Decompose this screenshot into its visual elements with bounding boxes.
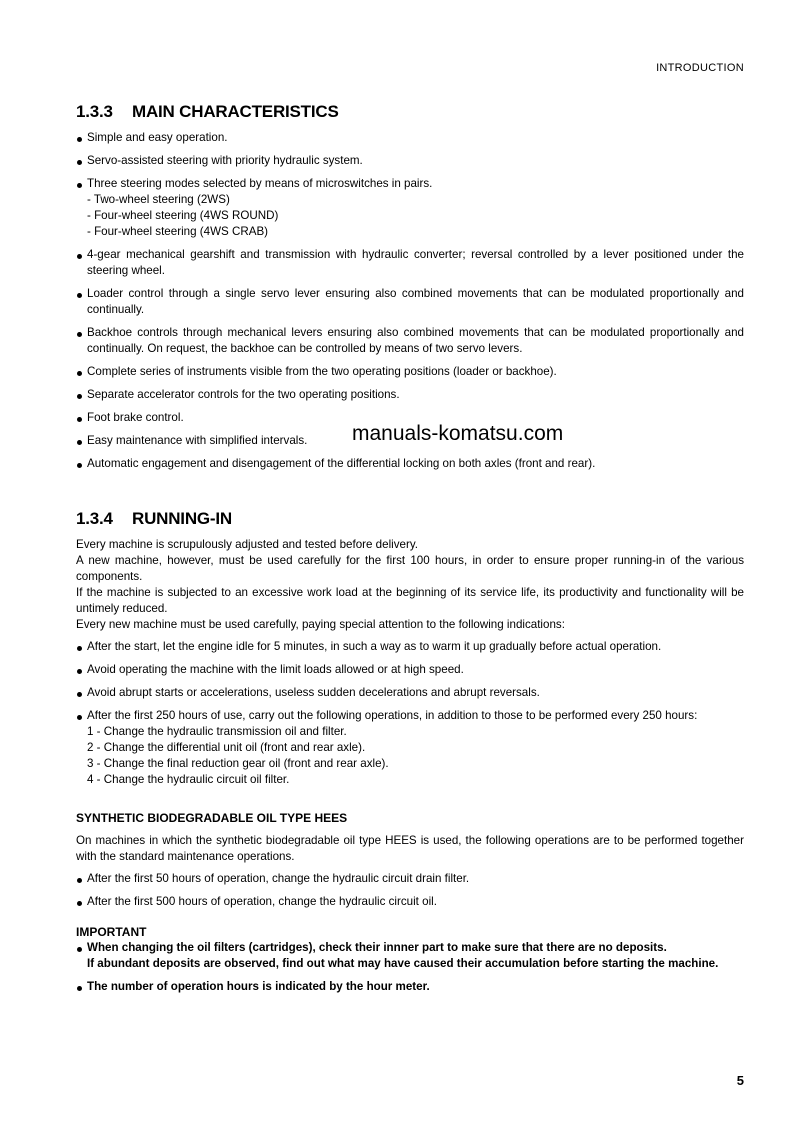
list-item: After the first 250 hours of use, carry out the following operations, in addition to those to be performed every 250 hours: (76, 708, 744, 724)
paragraph: If the machine is subjected to an excessive work load at the beginning of its service life, its productivity and functionality will be untimely reduced. (76, 586, 744, 615)
list-item: When changing the oil filters (cartridges), check their innner part to make sure that there are no deposits. (76, 940, 744, 956)
list-item: Easy maintenance with simplified intervals. (76, 433, 744, 449)
section-title: RUNNING-IN (132, 509, 232, 528)
section-heading-main-characteristics (76, 102, 339, 122)
important-section (76, 924, 744, 995)
hees-section (76, 810, 744, 910)
list-item: After the start, let the engine idle for 5 minutes, in such a way as to warm it up gradually before actual operation. (76, 639, 744, 655)
sub-item: - Four-wheel steering (4WS CRAB) (87, 225, 269, 238)
sub-item: - Four-wheel steering (4WS ROUND) (87, 209, 279, 222)
main-characteristics-list (76, 130, 744, 472)
page-number: 5 (736, 1073, 744, 1088)
running-in-body (76, 537, 744, 788)
list-item: Foot brake control. (76, 410, 744, 426)
list-item: Avoid abrupt starts or accelerations, useless sudden decelerations and abrupt reversals. (76, 685, 744, 701)
list-item: After the first 500 hours of operation, change the hydraulic circuit oil. (76, 894, 744, 910)
list-item: 4-gear mechanical gearshift and transmission with hydraulic converter; reversal controlled by a lever positioned under the steering wheel. (76, 247, 744, 279)
list-item: Backhoe controls through mechanical levers ensuring also combined movements that can be modulated proportionally and continually. On request, the backhoe can be controlled by means of two servo levers. (76, 325, 744, 357)
paragraph: A new machine, however, must be used carefully for the first 100 hours, in order to ensure proper running-in of the various components. (76, 554, 744, 583)
subsection-heading: SYNTHETIC BIODEGRADABLE OIL TYPE HEES (76, 811, 348, 825)
list-item: Separate accelerator controls for the two operating positions. (76, 387, 744, 403)
list-item-continuation: If abundant deposits are observed, find out what may have caused their accumulation before starting the machine. (87, 957, 719, 970)
sub-item: - Two-wheel steering (2WS) (87, 193, 230, 206)
list-item: Loader control through a single servo lever ensuring also combined movements that can be modulated proportionally and continually. (76, 286, 744, 318)
section-number: 1.3.3 (76, 102, 113, 121)
list-item: Automatic engagement and disengagement of the differential locking on both axles (front and rear). (76, 456, 744, 472)
section-heading-running-in (76, 509, 232, 529)
subsection-heading: IMPORTANT (76, 925, 147, 939)
paragraph: On machines in which the synthetic biodegradable oil type HEES is used, the following operations are to be performed together with the standard maintenance operations. (76, 834, 744, 863)
section-number: 1.3.4 (76, 509, 113, 528)
section-title: MAIN CHARACTERISTICS (132, 102, 339, 121)
list-item: Three steering modes selected by means of microswitches in pairs. (76, 176, 744, 192)
sub-item: 1 - Change the hydraulic transmission oil and filter. (87, 725, 347, 738)
list-item: Servo-assisted steering with priority hydraulic system. (76, 153, 744, 169)
list-item: Avoid operating the machine with the limit loads allowed or at high speed. (76, 662, 744, 678)
list-item: Simple and easy operation. (76, 130, 744, 146)
sub-item: 4 - Change the hydraulic circuit oil filter. (87, 773, 290, 786)
list-item: After the first 50 hours of operation, change the hydraulic circuit drain filter. (76, 871, 744, 887)
paragraph: Every new machine must be used carefully, paying special attention to the following indications: (76, 618, 565, 631)
sub-item: 3 - Change the final reduction gear oil (front and rear axle). (87, 757, 389, 770)
running-header: INTRODUCTION (656, 62, 744, 74)
sub-item: 2 - Change the differential unit oil (front and rear axle). (87, 741, 366, 754)
paragraph: Every machine is scrupulously adjusted and tested before delivery. (76, 538, 418, 551)
list-item: Complete series of instruments visible from the two operating positions (loader or backhoe). (76, 364, 744, 380)
watermark: manuals-komatsu.com (352, 422, 564, 445)
list-item: The number of operation hours is indicated by the hour meter. (76, 979, 744, 995)
